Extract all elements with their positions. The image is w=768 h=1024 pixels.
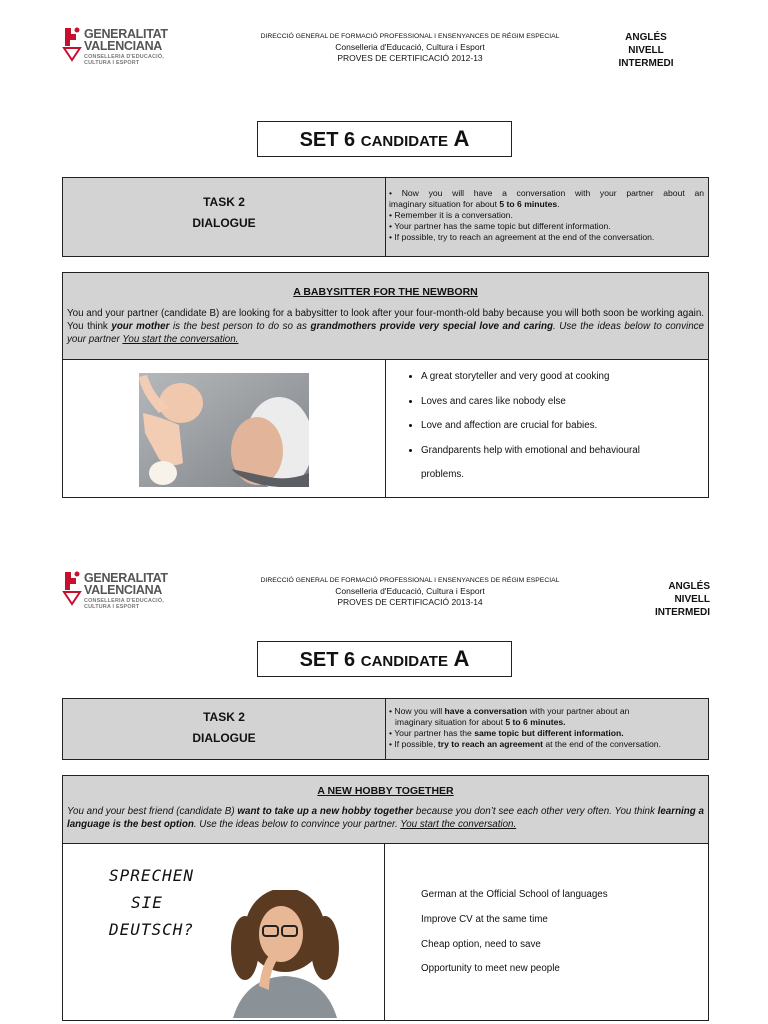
instruction-1b: imaginary situation for about 5 to 6 minutes.	[395, 717, 566, 727]
scenario-table	[62, 775, 709, 1021]
task-instructions	[389, 706, 704, 750]
set-candidate-box	[257, 121, 512, 157]
header-level-text: NIVELL INTERMEDI	[655, 594, 710, 618]
idea-item: German at the Official School of languages	[421, 889, 608, 900]
task-heading-cell	[63, 699, 386, 759]
task-table	[62, 177, 709, 257]
scenario-table	[62, 272, 709, 498]
set-label: SET 6	[299, 129, 356, 151]
grandmother-baby-photo	[139, 373, 309, 487]
set-label: SET 6	[299, 649, 356, 671]
idea-item: • Loves and cares like nobody else	[421, 390, 703, 415]
column-divider	[385, 360, 386, 497]
instruction-1b: imaginary situation for about 5 to 6 minutes.	[389, 199, 560, 209]
header-level	[620, 580, 710, 619]
idea-item: • Love and affection are crucial for babies.	[421, 414, 703, 439]
header-exam-year: PROVES DE CERTIFICACIÓ 2013-14	[337, 597, 483, 607]
task-type: DIALOGUE	[192, 216, 256, 230]
scenario-title: A BABYSITTER FOR THE NEWBORN	[293, 286, 478, 298]
image-caption: SPRECHEN SIE DEUTSCH?	[109, 866, 195, 939]
instruction-2: • Your partner has the same topic but different information.	[389, 728, 624, 738]
candidate-label: CANDIDATE	[360, 653, 448, 670]
instruction-3: • If possible, try to reach an agreement at the end of the conversation.	[389, 739, 661, 749]
header-language: ANGLÉS	[668, 581, 710, 592]
task-heading-cell	[63, 178, 386, 256]
logo-subtitle: CONSELLERIA D'EDUCACIÓ, CULTURA I ESPORT	[84, 54, 164, 66]
generalitat-logo	[62, 570, 172, 614]
header-conselleria: Conselleria d'Educació, Cultura i Esport	[335, 586, 485, 596]
header-center	[230, 31, 590, 64]
header-level-text: NIVELL INTERMEDI	[618, 45, 674, 69]
header-language: ANGLÉS	[625, 32, 667, 43]
header-conselleria: Conselleria d'Educació, Cultura i Esport	[335, 42, 485, 52]
header-exam-year: PROVES DE CERTIFICACIÓ 2012-13	[337, 53, 483, 63]
instruction-1a: • Now you will have a conversation with your partner about an	[389, 706, 630, 716]
set-candidate-box	[257, 641, 512, 677]
logo-name: GENERALITAT VALENCIANA	[84, 571, 168, 597]
task-instructions	[389, 188, 704, 243]
exam-card-2013-14	[0, 562, 768, 1024]
header-level	[606, 31, 686, 70]
idea-item: Improve CV at the same time	[421, 914, 548, 925]
idea-item: • Grandparents help with emotional and behavioural	[421, 439, 703, 464]
task-label: TASK 2	[203, 195, 245, 209]
logo-name: GENERALITAT VALENCIANA	[84, 27, 168, 53]
column-divider	[384, 844, 385, 1020]
instruction-4: • If possible, try to reach an agreement at the end of the conversation.	[389, 232, 655, 242]
idea-item-continuation: problems.	[421, 469, 465, 480]
instruction-1a: • Now you will have a conversation with your partner about an	[389, 188, 704, 198]
task-label: TASK 2	[203, 710, 245, 724]
instruction-3: • Your partner has the same topic but different information.	[389, 221, 611, 231]
scenario-title: A NEW HOBBY TOGETHER	[317, 785, 454, 797]
ideas-list	[403, 365, 703, 488]
scenario-header	[63, 273, 708, 360]
sprechen-sie-deutsch-image	[99, 858, 349, 1018]
coat-of-arms-icon	[62, 26, 82, 62]
logo-subtitle: CONSELLERIA D'EDUCACIÓ, CULTURA I ESPORT	[84, 598, 164, 610]
coat-of-arms-icon	[62, 570, 82, 606]
idea-item: Cheap option, need to save	[421, 939, 541, 950]
thinking-woman-illustration	[225, 890, 345, 1018]
idea-item: • A great storyteller and very good at cooking	[421, 365, 703, 390]
scenario-description: You and your partner (candidate B) are looking for a babysitter to look after your four-month-old baby because you will both soon be working again. You think your mother is the best person to do so as grandmothers provide very special love and caring. Use the ideas below to convince your partner You start the conversation.	[67, 308, 704, 345]
header-center	[230, 575, 590, 608]
task-type: DIALOGUE	[192, 731, 256, 745]
candidate-letter: A	[453, 646, 470, 671]
scenario-description: You and your best friend (candidate B) want to take up a new hobby together because you don’t see each other very often. You think learning a language is the best option. Use the ideas below to convince your partner. You start the conversation.	[67, 806, 704, 830]
idea-item: Opportunity to meet new people	[421, 963, 560, 974]
candidate-letter: A	[453, 126, 470, 151]
header-directorate: DIRECCIÓ GENERAL DE FORMACIÓ PROFESSIONAL I ENSENYANCES DE RÉGIM ESPECIAL	[260, 577, 560, 584]
candidate-label: CANDIDATE	[360, 133, 448, 150]
header-directorate: DIRECCIÓ GENERAL DE FORMACIÓ PROFESSIONAL I ENSENYANCES DE RÉGIM ESPECIAL	[260, 33, 560, 40]
task-table	[62, 698, 709, 760]
scenario-header	[63, 776, 708, 844]
instruction-2: • Remember it is a conversation.	[389, 210, 513, 220]
generalitat-logo	[62, 26, 172, 70]
